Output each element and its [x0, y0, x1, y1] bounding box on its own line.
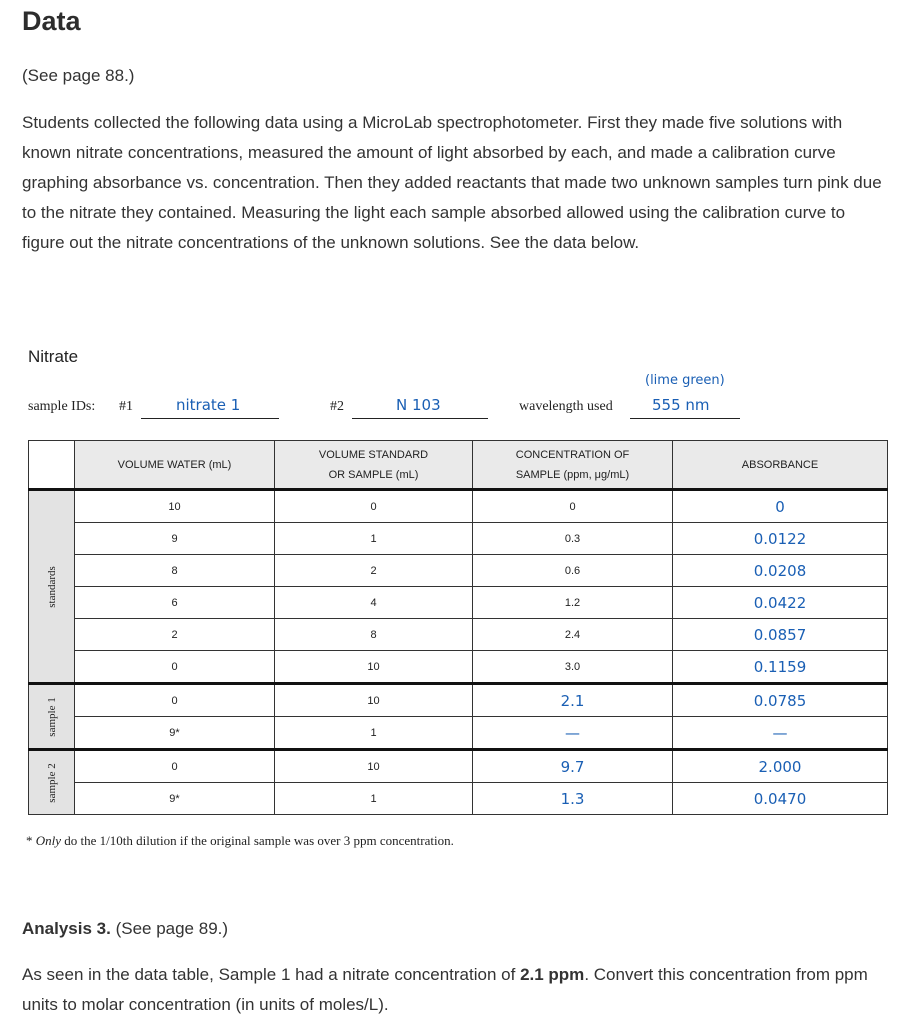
cell-concentration: 9.7: [473, 750, 673, 783]
analysis-title-reference: (See page 89.): [115, 919, 229, 938]
sample-id-2-line: [352, 418, 488, 419]
footnote-text: do the 1/10th dilution if the original sample was over 3 ppm concentration.: [64, 833, 454, 848]
intro-paragraph: Students collected the following data using a MicroLab spectrophotometer. First they made five solutions with known nitrate concentrations, measured the amount of light absorbed by each, and made a calibration curve graphing absorbance vs. concentration. Then they added reactants that made two unknown samples turn pink due to the nitrate they contained. Measuring the light each sample absorbed allowed using the calibration curve to figure out the nitrate concentrations of the unknown solutions. See the data below.: [22, 113, 882, 252]
cell-standard: 10: [275, 651, 473, 684]
cell-water: 0: [75, 651, 275, 684]
cell-absorbance: 0.0208: [673, 555, 888, 587]
cell-concentration: 1.3: [473, 783, 673, 815]
cell-absorbance: 0.0470: [673, 783, 888, 815]
table-row: [29, 717, 888, 750]
group-label-sample-2: sample 2: [29, 750, 75, 815]
analysis-question: [22, 960, 882, 1020]
cell-standard: 1: [275, 523, 473, 555]
cell-absorbance: 0.0422: [673, 587, 888, 619]
cell-standard: 10: [275, 750, 473, 783]
cell-water: 0: [75, 684, 275, 717]
cell-concentration: —: [473, 717, 673, 750]
cell-standard: 4: [275, 587, 473, 619]
cell-standard: 1: [275, 783, 473, 815]
cell-concentration: 2.1: [473, 684, 673, 717]
cell-absorbance: 0: [673, 490, 888, 523]
nitrate-data-table: [28, 440, 888, 815]
sample-id-1-label: #1: [119, 399, 133, 414]
cell-standard: 10: [275, 684, 473, 717]
cell-absorbance: 0.1159: [673, 651, 888, 684]
wavelength-line: [630, 418, 740, 419]
cell-water: 9*: [75, 783, 275, 815]
cell-absorbance: —: [673, 717, 888, 750]
cell-concentration: 3.0: [473, 651, 673, 684]
wavelength-label: wavelength used: [519, 399, 613, 414]
wavelength-value: 555 nm: [652, 396, 710, 414]
table-row: [29, 651, 888, 684]
page-reference-note: (See page 88.): [22, 66, 135, 85]
table-corner-cell: [29, 441, 75, 490]
group-label-sample-1: sample 1: [29, 684, 75, 750]
cell-concentration: 0.3: [473, 523, 673, 555]
table-row: [29, 490, 888, 523]
sample-id-2-label: #2: [330, 399, 344, 414]
dilution-footnote: [26, 833, 454, 849]
table-row: [29, 619, 888, 651]
table-row: [29, 555, 888, 587]
wavelength-note: (lime green): [645, 373, 725, 388]
header-absorbance: ABSORBANCE: [673, 441, 888, 490]
header-volume-standard: VOLUME STANDARD OR SAMPLE (mL): [275, 441, 473, 490]
analysis-title-bold: Analysis 3.: [22, 919, 111, 938]
cell-concentration: 0.6: [473, 555, 673, 587]
cell-absorbance: 0.0122: [673, 523, 888, 555]
table-header-row: [29, 441, 888, 490]
footnote-emphasis: Only: [35, 833, 62, 848]
cell-concentration: 1.2: [473, 587, 673, 619]
header-concentration: CONCENTRATION OF SAMPLE (ppm, μg/mL): [473, 441, 673, 490]
table-row: [29, 684, 888, 717]
cell-standard: 1: [275, 717, 473, 750]
page-heading: Data: [22, 6, 81, 36]
analysis-body-post: . Convert this concentration from ppm units to molar concentration (in units of moles/L).: [22, 965, 868, 1014]
cell-absorbance: 2.000: [673, 750, 888, 783]
cell-water: 6: [75, 587, 275, 619]
cell-water: 8: [75, 555, 275, 587]
cell-absorbance: 0.0785: [673, 684, 888, 717]
cell-concentration: 0: [473, 490, 673, 523]
table-row: [29, 750, 888, 783]
header-volume-water: VOLUME WATER (mL): [75, 441, 275, 490]
cell-concentration: 2.4: [473, 619, 673, 651]
table-row: [29, 523, 888, 555]
cell-absorbance: 0.0857: [673, 619, 888, 651]
cell-water: 9*: [75, 717, 275, 750]
sample-id-1-value: nitrate 1: [176, 396, 241, 414]
analysis-body-value: 2.1 ppm: [520, 965, 585, 984]
sample-id-1-line: [141, 418, 279, 419]
table-row: [29, 783, 888, 815]
sample-id-2-value: N 103: [396, 396, 441, 414]
cell-standard: 2: [275, 555, 473, 587]
analysis-body-pre: As seen in the data table, Sample 1 had a nitrate concentration of: [22, 965, 516, 984]
cell-water: 2: [75, 619, 275, 651]
cell-standard: 0: [275, 490, 473, 523]
group-label-standards: standards: [29, 490, 75, 684]
section-label-nitrate: Nitrate: [28, 347, 79, 366]
cell-water: 0: [75, 750, 275, 783]
sample-ids-label: sample IDs:: [28, 399, 96, 414]
cell-standard: 8: [275, 619, 473, 651]
cell-water: 9: [75, 523, 275, 555]
cell-water: 10: [75, 490, 275, 523]
table-row: [29, 587, 888, 619]
analysis-title: [22, 919, 228, 939]
footnote-star: *: [26, 833, 33, 848]
